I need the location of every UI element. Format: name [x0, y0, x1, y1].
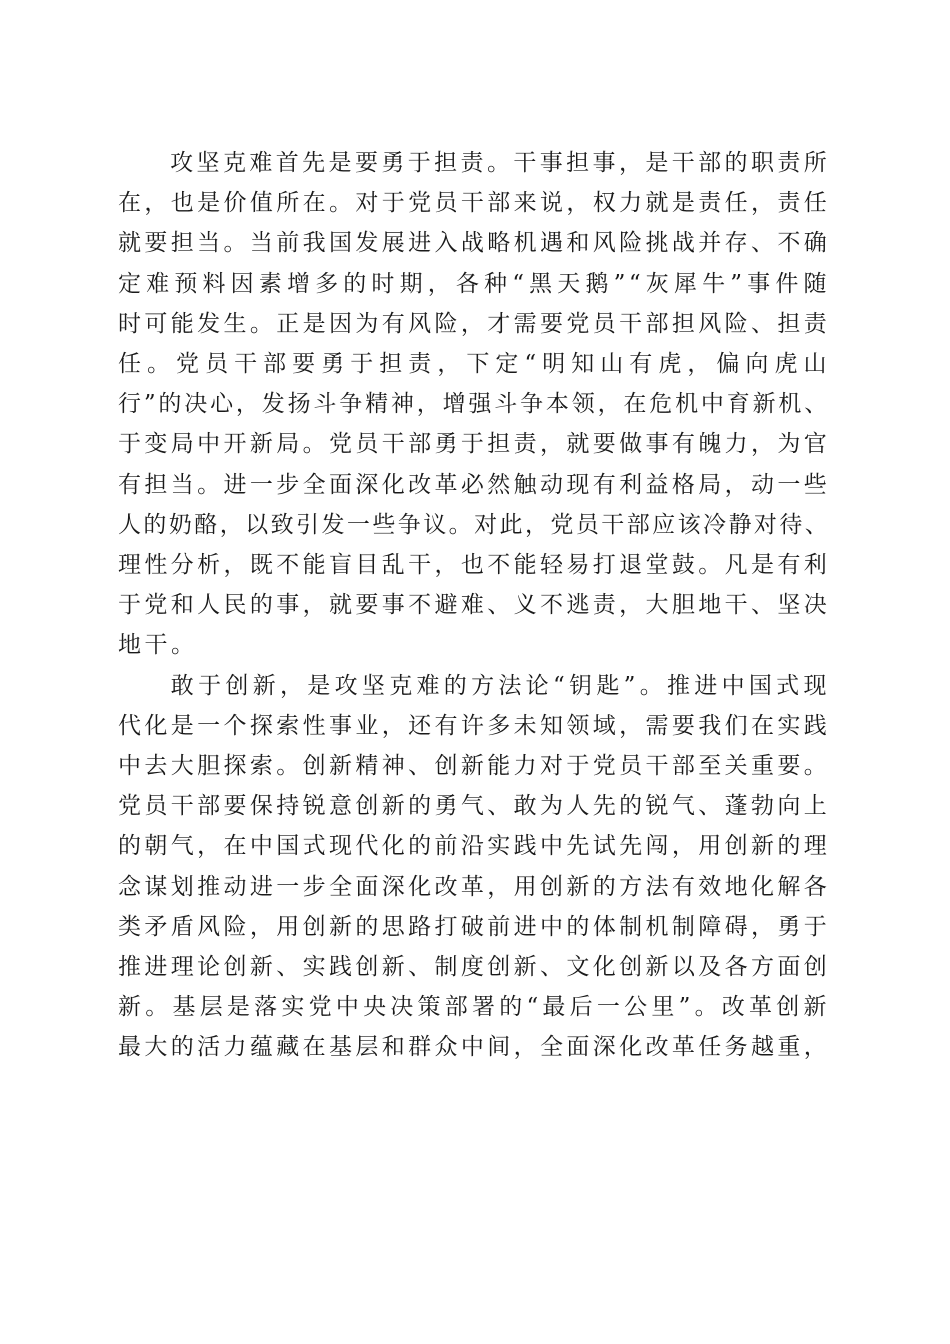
paragraph-line: 任。党员干部要勇于担责，下定“明知山有虎，偏向虎山: [118, 351, 830, 378]
paragraph-line: 有担当。进一步全面深化改革必然触动现有利益格局，动一些: [118, 471, 830, 498]
paragraph-2: [118, 666, 830, 1068]
paragraph-line: [118, 143, 830, 183]
paragraph-line: 代化是一个探索性事业，还有许多未知领域，需要我们在实践: [118, 712, 830, 739]
paragraph-line: 行”的决心，发扬斗争精神，增强斗争本领，在危机中育新机、: [118, 391, 830, 418]
line-text: 攻坚克难首先是要勇于担责。干事担事，是干部的职责所: [170, 150, 830, 176]
paragraph-line: 类矛盾风险，用创新的思路打破前进中的体制机制障碍，勇于: [118, 913, 830, 940]
paragraph-line: 的朝气，在中国式现代化的前沿实践中先试先闯，用创新的理: [118, 833, 830, 860]
paragraph-line: 人的奶酪，以致引发一些争议。对此，党员干部应该冷静对待、: [118, 511, 830, 538]
line-text: 敢于创新，是攻坚克难的方法论“钥匙”。推进中国式现: [170, 672, 830, 699]
paragraph-line: 推进理论创新、实践创新、制度创新、文化创新以及各方面创: [118, 954, 830, 981]
paragraph-line: [118, 666, 830, 706]
paragraph-1: [118, 143, 830, 666]
paragraph-line: 党员干部要保持锐意创新的勇气、敢为人先的锐气、蓬勃向上: [118, 793, 830, 820]
paragraph-line: 地干。: [118, 632, 198, 659]
paragraph-line: 在，也是价值所在。对于党员干部来说，权力就是责任，责任: [118, 190, 830, 217]
paragraph-line: 时可能发生。正是因为有风险，才需要党员干部担风险、担责: [118, 310, 830, 337]
paragraph-line: 新。基层是落实党中央决策部署的“最后一公里”。改革创新: [118, 994, 830, 1021]
paragraph-line: 念谋划推动进一步全面深化改革，用创新的方法有效地化解各: [118, 873, 830, 900]
paragraph-line: 定难预料因素增多的时期，各种“黑天鹅”“灰犀牛”事件随: [118, 270, 830, 297]
paragraph-line: 理性分析，既不能盲目乱干，也不能轻易打退堂鼓。凡是有利: [118, 552, 830, 579]
paragraph-line: 就要担当。当前我国发展进入战略机遇和风险挑战并存、不确: [118, 230, 830, 257]
paragraph-line: 中去大胆探索。创新精神、创新能力对于党员干部至关重要。: [118, 753, 830, 780]
paragraph-line: 于党和人民的事，就要事不避难、义不逃责，大胆地干、坚决: [118, 592, 830, 619]
paragraph-line: 最大的活力蕴藏在基层和群众中间，全面深化改革任务越重，: [118, 1034, 830, 1061]
body-text: [118, 143, 830, 1068]
paragraph-line: 于变局中开新局。党员干部勇于担责，就要做事有魄力，为官: [118, 431, 830, 458]
